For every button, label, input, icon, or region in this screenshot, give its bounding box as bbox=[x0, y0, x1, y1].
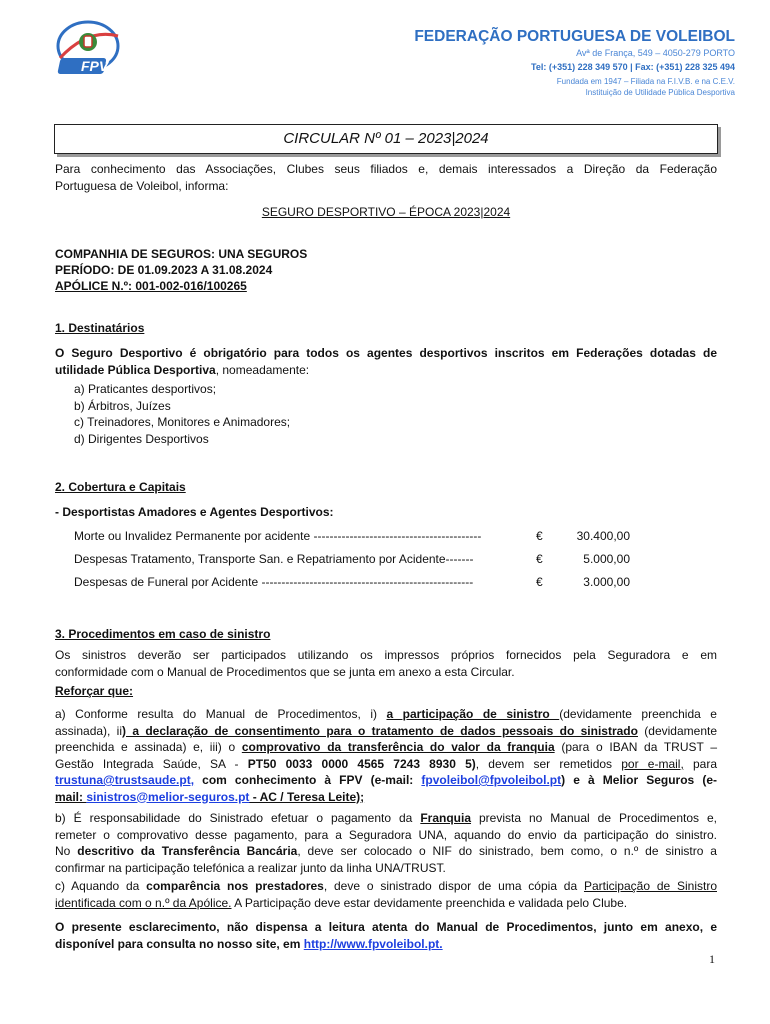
section-1-lead-line-1: O Seguro Desportivo é obrigatório para todos os agentes desportivos inscritos em Federações dotadas de bbox=[55, 346, 717, 360]
section-1-lead bbox=[55, 345, 717, 378]
section-1-heading: 1. Destinatários bbox=[55, 321, 145, 335]
text: remeter o comprovativo desse pagamento, para a Seguradora UNA, aquando do envio da participação do sinistro. bbox=[55, 827, 717, 842]
logo-text: FPV bbox=[81, 58, 109, 74]
text: para bbox=[683, 756, 717, 771]
reforcar-heading: Reforçar que: bbox=[55, 684, 134, 698]
coverage-label: Morte ou Invalidez Permanente por acidente ------------------------------------------ bbox=[74, 529, 482, 543]
coverage-label: Despesas Tratamento, Transporte San. e Repatriamento por Acidente------- bbox=[74, 552, 474, 566]
section-3-intro-line-2: conformidade com o Manual de Procedimentos que se junta em anexo a esta Circular. bbox=[55, 664, 515, 679]
email-link-trust[interactable]: trustuna@trustsaude.pt, bbox=[55, 773, 195, 787]
section-2-subheading: - Desportistas Amadores e Agentes Desportivos: bbox=[55, 505, 334, 519]
text-emphasis: a participação de sinistro bbox=[386, 707, 560, 721]
org-address: Avª de França, 549 – 4050-279 PORTO bbox=[576, 48, 735, 58]
text: , deve ser colocado o NIF do sinistrado, bem como, o n.º de sinistro a bbox=[297, 844, 717, 858]
list-item: b) Árbitros, Juízes bbox=[74, 398, 171, 413]
text: confirmar na participação telefónica a realizar junto da linha UNA/TRUST. bbox=[55, 860, 446, 875]
paragraph-b bbox=[55, 810, 717, 876]
text: b) É responsabilidade do Sinistrado efetuar o pagamento da bbox=[55, 811, 421, 825]
text: ) e à Melior Seguros (e- bbox=[561, 773, 718, 787]
recipients-list bbox=[74, 381, 290, 447]
list-item: d) Dirigentes Desportivos bbox=[74, 431, 209, 446]
paragraph-c bbox=[55, 878, 717, 911]
coverage-amount: 30.400,00 bbox=[576, 529, 630, 543]
insurer-policy: APÓLICE N.º: 001-002-016/100265 bbox=[55, 279, 247, 293]
text-emphasis: Franquia bbox=[420, 811, 472, 825]
coverage-currency: € bbox=[536, 552, 543, 566]
text: prevista no Manual de Procedimentos e, bbox=[471, 811, 717, 825]
circular-title-box bbox=[54, 124, 718, 154]
section-3-intro bbox=[55, 647, 717, 680]
section-3-heading: 3. Procedimentos em caso de sinistro bbox=[55, 627, 271, 641]
text-underlined: por e-mail, bbox=[621, 756, 684, 771]
closing-line-1: O presente esclarecimento, não dispensa a leitura atenta do Manual de Procedimentos, junto em anexo, e bbox=[55, 920, 717, 934]
insurer-company: COMPANHIA DE SEGUROS: UNA SEGUROS bbox=[55, 247, 308, 261]
intro-paragraph bbox=[55, 161, 717, 194]
text: com conhecimento à FPV (e-mail: bbox=[194, 773, 422, 787]
coverage-amount: 3.000,00 bbox=[583, 575, 630, 589]
closing-line-2: disponível para consulta no nosso site, em bbox=[55, 936, 304, 951]
text: No bbox=[55, 844, 78, 858]
coverage-row bbox=[74, 575, 630, 591]
list-item: a) Praticantes desportivos; bbox=[74, 382, 217, 396]
text-underlined: identificada com o n.º da Apólice. bbox=[55, 895, 232, 910]
section-3-intro-line-1: Os sinistros deverão ser participados utilizando os impressos próprios fornecidos pela Seguradora e em bbox=[55, 648, 717, 662]
text: Gestão Integrada Saúde, SA - bbox=[55, 756, 248, 771]
text: preenchida e assinada) e, iii) o bbox=[55, 740, 242, 754]
iban: PT50 0033 0000 4565 7243 8930 5) bbox=[247, 756, 476, 771]
paragraph-a bbox=[55, 706, 717, 805]
text: c) Aquando da bbox=[55, 879, 147, 893]
text: a) Conforme resulta do Manual de Procedimentos, i) bbox=[55, 707, 387, 721]
org-institution: Instituição de Utilidade Pública Desportiva bbox=[585, 88, 735, 97]
fpv-logo-icon bbox=[48, 14, 128, 84]
insurer-period: PERÍODO: DE 01.09.2023 A 31.08.2024 bbox=[55, 263, 273, 277]
section-1-lead-rest: , nomeadamente: bbox=[215, 362, 310, 377]
closing-paragraph bbox=[55, 919, 717, 952]
section-1-lead-bold: utilidade Pública Desportiva bbox=[55, 362, 216, 377]
text: , deve o sinistrado dispor de uma cópia da bbox=[323, 879, 584, 893]
section-2-heading: 2. Cobertura e Capitais bbox=[55, 480, 186, 494]
org-name: FEDERAÇÃO PORTUGUESA DE VOLEIBOL bbox=[414, 28, 735, 45]
text: , devem ser remetidos bbox=[475, 756, 622, 771]
list-item: c) Treinadores, Monitores e Animadores; bbox=[74, 415, 291, 429]
fpv-logo bbox=[48, 14, 128, 84]
coverage-row bbox=[74, 552, 630, 568]
text-emphasis: comparência nos prestadores bbox=[146, 879, 324, 893]
text: - AC / Teresa Leite); bbox=[249, 789, 365, 804]
website-link[interactable]: http://www.fpvoleibol.pt. bbox=[303, 936, 443, 951]
email-link-fpv[interactable]: fpvoleibol@fpvoleibol.pt bbox=[421, 773, 562, 787]
text-underlined: Participação de Sinistro bbox=[583, 879, 717, 893]
coverage-currency: € bbox=[536, 529, 543, 543]
text-emphasis: ) a declaração de consentimento para o tratamento de dados pessoais do sinistrado bbox=[122, 723, 638, 738]
text: (para o IBAN da TRUST – bbox=[554, 740, 717, 754]
coverage-currency: € bbox=[536, 575, 543, 589]
text: A Participação deve estar devidamente preenchida e validada pelo Clube. bbox=[231, 895, 628, 910]
intro-line-1: Para conhecimento das Associações, Clubes seus filiados e, demais interessados a Direção da Federação bbox=[55, 162, 717, 176]
org-contacts: Tel: (+351) 228 349 570 | Fax: (+351) 228 325 494 bbox=[531, 62, 735, 72]
text: (devidamente preenchida e bbox=[559, 707, 717, 721]
subject-heading: SEGURO DESPORTIVO – ÉPOCA 2023|2024 bbox=[261, 205, 511, 219]
org-founded: Fundada em 1947 – Filiada na F.I.V.B. e na C.E.V. bbox=[556, 77, 735, 86]
coverage-label: Despesas de Funeral por Acidente ----------------------------------------------------- bbox=[74, 575, 474, 589]
text-emphasis: descritivo da Transferência Bancária bbox=[77, 844, 298, 858]
text: assinada), ii bbox=[55, 723, 123, 738]
coverage-row bbox=[74, 529, 630, 545]
coverage-amount: 5.000,00 bbox=[583, 552, 630, 566]
intro-line-2: Portuguesa de Voleibol, informa: bbox=[55, 178, 229, 193]
text-emphasis: comprovativo da transferência do valor da franquia bbox=[241, 740, 555, 754]
text: mail: bbox=[55, 789, 87, 804]
text: (devidamente bbox=[637, 723, 717, 738]
page-number: 1 bbox=[709, 952, 715, 966]
circular-title: CIRCULAR Nº 01 – 2023|2024 bbox=[283, 130, 489, 147]
email-link-melior[interactable]: sinistros@melior-seguros.pt bbox=[86, 789, 250, 804]
